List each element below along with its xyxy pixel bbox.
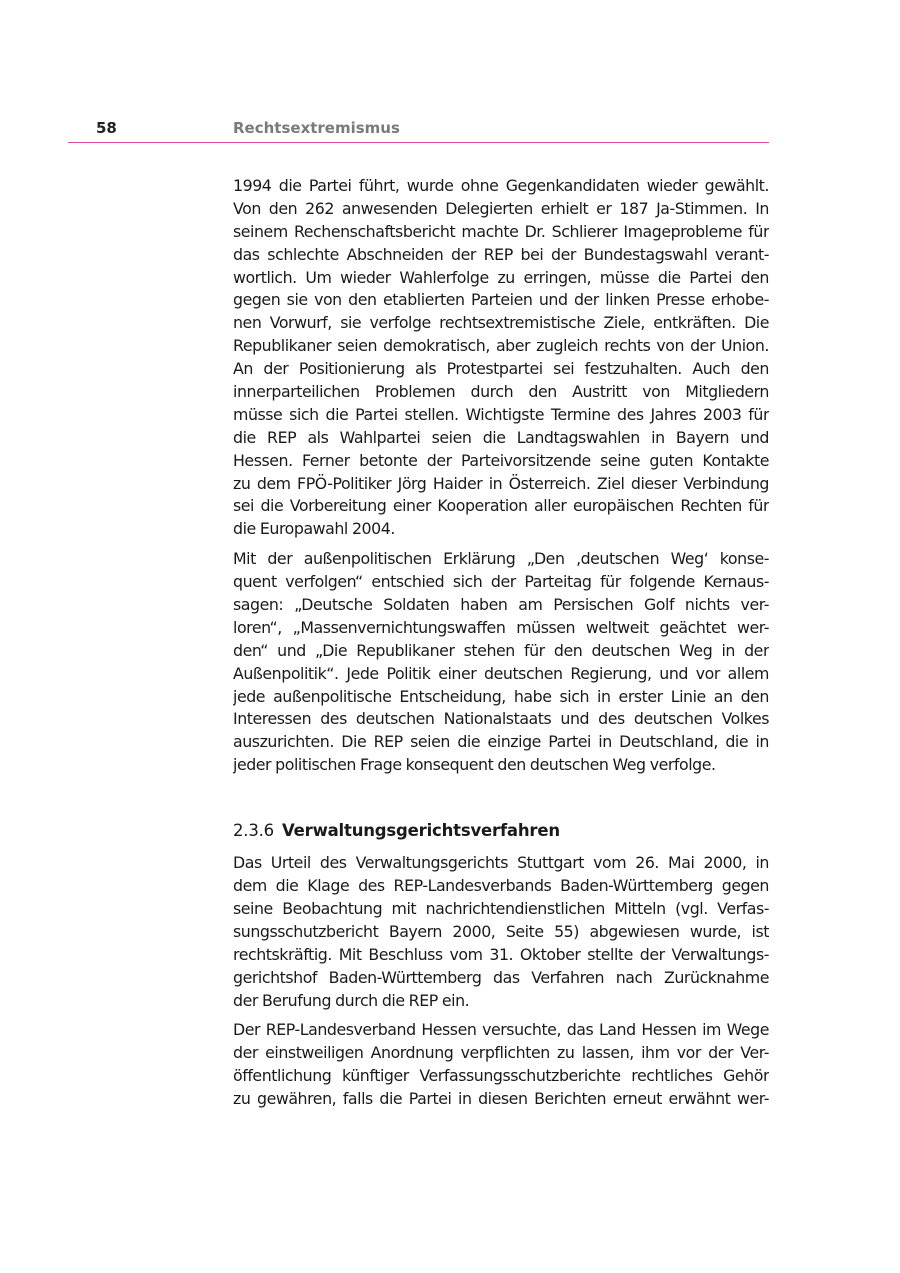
body-text	[233, 175, 769, 1111]
running-header	[68, 118, 769, 143]
text-line: An der Positionierung als Protestpartei sei festzuhalten. Auch den	[233, 359, 769, 379]
text-line: zu gewähren, falls die Partei in diesen Berichten erneut erwähnt wer-	[233, 1089, 769, 1109]
text-line: nen Vorwurf, sie verfolge rechtsextremistische Ziele, entkräften. Die	[233, 313, 769, 333]
section-heading	[233, 819, 769, 843]
text-line: rechtskräftig. Mit Beschluss vom 31. Oktober stellte der Verwaltungs-	[233, 944, 769, 964]
paragraph-2	[233, 548, 769, 777]
text-line: sagen: „Deutsche Soldaten haben am Persischen Golf nichts ver-	[233, 595, 769, 615]
paragraph-3	[233, 852, 769, 1012]
page-number: 58	[96, 119, 117, 137]
text-line: jeder politischen Frage konsequent den deutschen Weg verfolge.	[233, 755, 716, 775]
text-line: seine Beobachtung mit nachrichtendienstlichen Mitteln (vgl. Verfas-	[233, 898, 769, 918]
text-line: seinem Rechenschaftsbericht machte Dr. Schlierer Imageprobleme für	[233, 221, 769, 241]
text-line: wortlich. Um wieder Wahlerfolge zu erringen, müsse die Partei den	[233, 267, 769, 287]
text-line: loren“, „Massenvernichtungswaffen müssen weltweit geächtet wer-	[233, 617, 769, 637]
text-line: müsse sich die Partei stellen. Wichtigste Termine des Jahres 2003 für	[233, 404, 769, 424]
text-line: Interessen des deutschen Nationalstaats und des deutschen Volkes	[233, 709, 769, 729]
text-line: das schlechte Abschneiden der REP bei der Bundestagswahl verant-	[233, 244, 769, 264]
text-line: zu dem FPÖ-Politiker Jörg Haider in Österreich. Ziel dieser Verbindung	[233, 473, 769, 493]
text-line: Der REP-Landesverband Hessen versuchte, das Land Hessen im Wege	[233, 1020, 769, 1040]
section-title: Verwaltungsgerichtsverfahren	[281, 821, 560, 841]
paragraph-1	[233, 175, 769, 541]
text-line: der einstweiligen Anordnung verpflichten zu lassen, ihm vor der Ver-	[233, 1043, 769, 1063]
text-line: Mit der außenpolitischen Erklärung „Den ‚deutschen Weg‘ konse-	[233, 549, 769, 569]
section-number: 2.3.6	[233, 821, 274, 841]
text-line: gerichtshof Baden-Württemberg das Verfahren nach Zurücknahme	[233, 967, 769, 987]
chapter-title: Rechtsextremismus	[233, 119, 400, 137]
text-line: Hessen. Ferner betonte der Parteivorsitzende seine guten Kontakte	[233, 450, 769, 470]
text-line: 1994 die Partei führt, wurde ohne Gegenkandidaten wieder gewählt.	[233, 176, 769, 195]
text-line: den“ und „Die Republikaner stehen für den deutschen Weg in der	[233, 640, 769, 660]
paragraph-4	[233, 1019, 769, 1111]
text-line: innerparteilichen Problemen durch den Austritt von Mitgliedern	[233, 382, 769, 402]
text-line: Das Urteil des Verwaltungsgerichts Stuttgart vom 26. Mai 2000, in	[233, 853, 769, 873]
text-line: Von den 262 anwesenden Delegierten erhielt er 187 Ja-Stimmen. In	[233, 198, 769, 218]
text-line: der Berufung durch die REP ein.	[233, 990, 470, 1010]
text-line: Außenpolitik“. Jede Politik einer deutschen Regierung, und vor allem	[233, 663, 769, 683]
text-line: dem die Klage des REP-Landesverbands Baden-Württemberg gegen	[233, 876, 769, 896]
text-line: sungsschutzbericht Bayern 2000, Seite 55) abgewiesen wurde, ist	[233, 921, 769, 941]
text-line: die Europawahl 2004.	[233, 519, 395, 539]
text-line: sei die Vorbereitung einer Kooperation aller europäischen Rechten für	[233, 496, 769, 516]
text-line: auszurichten. Die REP seien die einzige Partei in Deutschland, die in	[233, 732, 769, 752]
text-line: jede außenpolitische Entscheidung, habe sich in erster Linie an den	[233, 686, 769, 706]
text-line: die REP als Wahlpartei seien die Landtagswahlen in Bayern und	[233, 427, 769, 447]
text-line: Republikaner seien demokratisch, aber zugleich rechts von der Union.	[233, 336, 769, 356]
text-line: gegen sie von den etablierten Parteien und der linken Presse erhobe-	[233, 290, 769, 310]
text-line: öffentlichung künftiger Verfassungsschutzberichte rechtliches Gehör	[233, 1066, 769, 1086]
text-line: quent verfolgen“ entschied sich der Parteitag für folgende Kernaus-	[233, 572, 769, 592]
